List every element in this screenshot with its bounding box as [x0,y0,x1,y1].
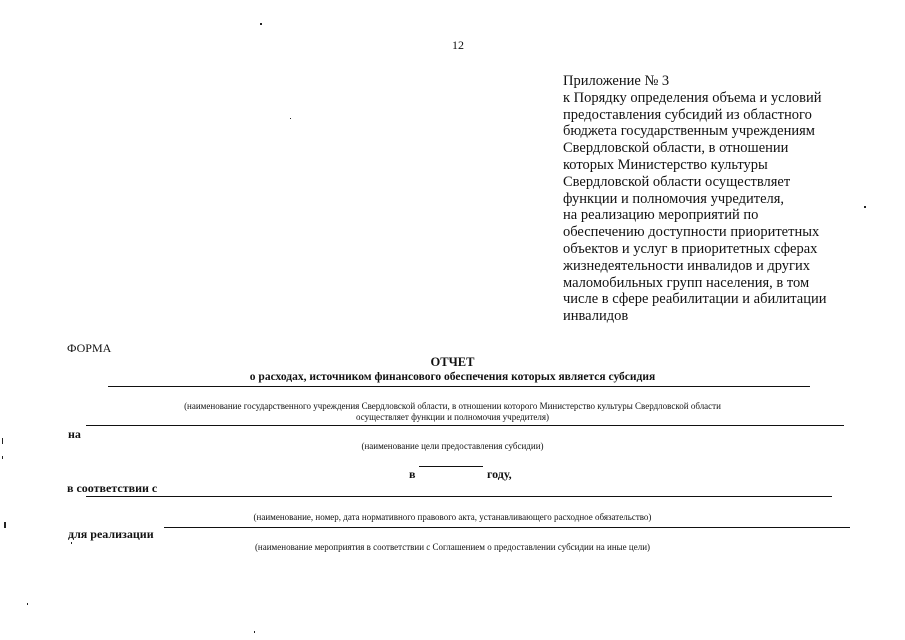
appendix-line: к Порядку определения объема и условий [563,89,822,106]
appendix-line: бюджета государственным учреждениям [563,123,815,140]
scan-speck [260,23,262,25]
appendix-line: предоставления субсидий из областного [563,106,812,123]
na-label: на [68,427,81,441]
institution-caption-1: (наименование государственного учреждения Свердловской области, в отношении которого Министерство культуры Свердловской области [184,401,721,411]
appendix-block [563,73,863,325]
appendix-line: которых Министерство культуры [563,156,768,173]
appendix-line: на реализацию мероприятий по [563,207,759,224]
appendix-line: функции и полномочия учредителя, [563,190,785,207]
appendix-line: Приложение № 3 [563,73,670,89]
year-suffix: году, [487,467,512,481]
event-line[interactable] [164,527,850,528]
act-line[interactable] [86,496,832,497]
appendix-line: числе в сфере реабилитации и абилитации [563,291,827,308]
scan-speck [2,438,3,444]
appendix-line: обеспечению доступности приоритетных [563,224,820,241]
scan-speck [290,118,291,119]
report-title: ОТЧЕТ [430,355,475,369]
scan-speck [71,542,72,544]
appendix-line: инвалидов [563,308,629,325]
year-line[interactable] [419,466,483,467]
report-subtitle: о расходах, источником финансового обеспечения которых является субсидия [249,371,656,383]
event-caption: (наименование мероприятия в соответствии с Соглашением о предоставлении субсидии на иные цели) [254,542,651,552]
appendix-line: Свердловской области осуществляет [563,173,791,190]
scan-speck [4,522,6,528]
goal-line[interactable] [86,425,844,426]
scan-speck [254,631,255,633]
institution-name-line[interactable] [108,386,810,387]
accordance-label: в соответствии с [67,481,158,495]
scan-speck [2,456,3,459]
appendix-line: Свердловской области, в отношении [563,140,789,157]
implementation-label: для реализации [68,527,154,541]
appendix-line: маломобильных групп населения, в том [563,274,810,291]
appendix-line: жизнедеятельности инвалидов и других [563,257,811,274]
page-number: 12 [452,38,464,52]
year-prefix: в [409,467,416,481]
act-caption: (наименование, номер, дата нормативного правового акта, устанавливающего расходное обязательство) [253,512,652,522]
scan-speck [27,603,28,605]
appendix-line: объектов и услуг в приоритетных сферах [563,240,818,257]
goal-caption: (наименование цели предоставления субсидии) [361,441,544,451]
institution-caption-2: осуществляет функции и полномочия учредителя) [355,412,550,422]
form-label: ФОРМА [67,341,112,355]
scan-speck [864,206,866,208]
